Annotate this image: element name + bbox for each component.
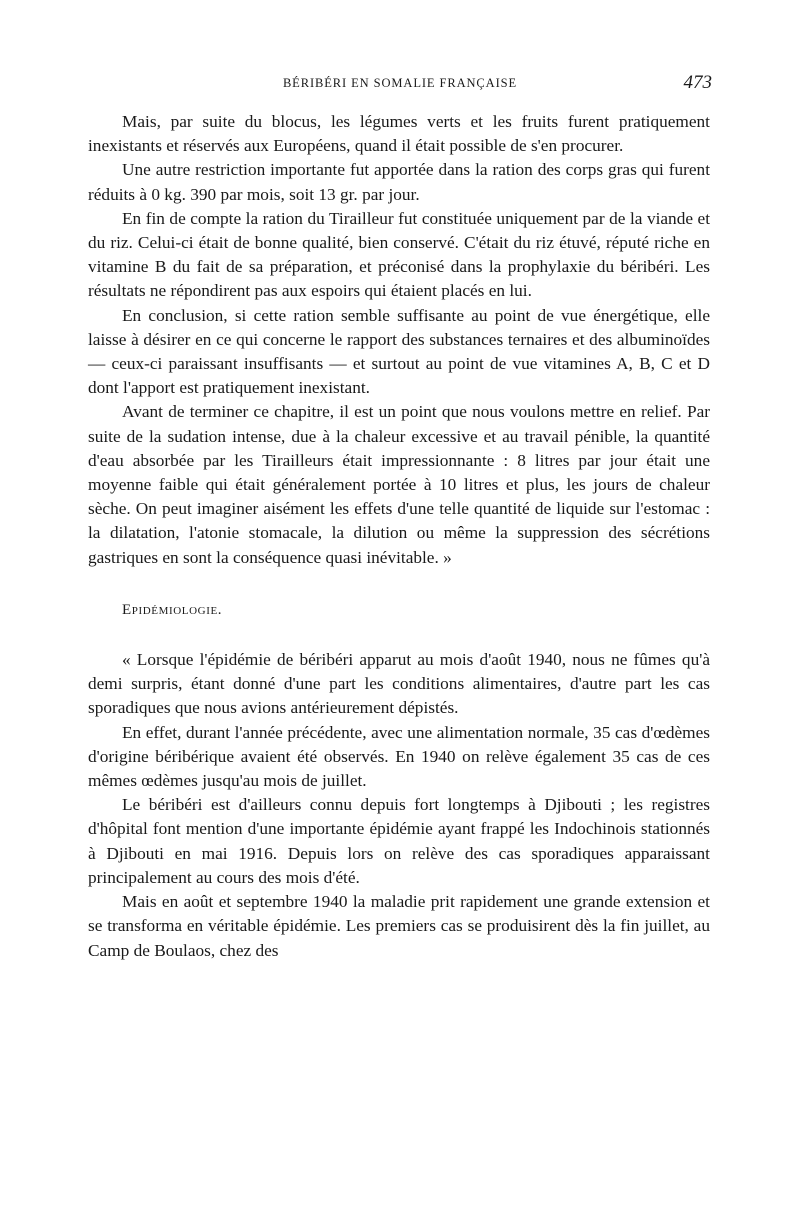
body-text	[88, 110, 710, 963]
paragraph-sudation: Avant de terminer ce chapitre, il est un point que nous voulons mettre en relief. Par suite de la sudation intense, due à la chaleur excessive et au travail pénible, la quantité d'eau absorbée par les Tirailleurs était impressionnante : 8 litres par jour était une moyenne faible qui était généralement portée à 10 litres et plus, les jours de chaleur sèche. On peut imaginer aisément les effets d'une telle quantité de liquide sur l'estomac : la dilatation, l'atonie stomacale, la dilution ou même la suppression des sécrétions gastriques en sont la conséquence quasi inévitable. »	[88, 402, 710, 567]
paragraph-blocus: Mais, par suite du blocus, les légumes verts et les fruits furent pratiquement inexistants et réservés aux Européens, quand il était possible de s'en procurer.	[88, 112, 710, 156]
running-head	[88, 72, 712, 96]
page-number: 473	[683, 72, 712, 93]
paragraph-ration-riz: En fin de compte la ration du Tirailleur fut constituée uniquement par de la viande et du riz. Celui-ci était de bonne qualité, bien conservé. C'était du riz étuvé, réputé riche en vitamine B du fait de sa préparation, et préconisé dans la prophylaxie du béribéri. Les résultats ne répondirent pas aux espoirs qui étaient placés en lui.	[88, 208, 710, 301]
running-title: BÉRIBÉRI EN SOMALIE FRANÇAISE	[282, 76, 518, 90]
paragraph-annee-precedente: En effet, durant l'année précédente, avec une alimentation normale, 35 cas d'œdèmes d'origine béribérique avaient été observés. En 1940 on relève également 35 cas de ces mêmes œdèmes jusqu'au mois de juillet.	[88, 722, 710, 791]
paragraph-corps-gras: Une autre restriction importante fut apportée dans la ration des corps gras qui furent réduits à 0 kg. 390 par mois, soit 13 gr. par jour.	[88, 160, 710, 204]
paragraph-conclusion: En conclusion, si cette ration semble suffisante au point de vue énergétique, elle laisse à désirer en ce qui concerne le rapport des substances ternaires et des albuminoïdes — ceux-ci paraissant insuffisants — et surtout au point de vue vitamines A, B, C et D dont l'apport est pratiquement inexistant.	[88, 305, 710, 398]
paragraph-extension: Mais en août et septembre 1940 la maladie prit rapidement une grande extension et se transforma en véritable épidémie. Les premiers cas se produisirent dès la fin juillet, au Camp de Boulaos, chez des	[88, 892, 710, 960]
paragraph-djibouti-1916: Le béribéri est d'ailleurs connu depuis fort longtemps à Djibouti ; les registres d'hôpital font mention d'une importante épidémie ayant frappé les Indochinois stationnés à Djibouti en mai 1916. Depuis lors on relève des cas sporadiques apparaissant principalement au cours des mois d'été.	[88, 795, 710, 887]
section-heading-epidemiologie: Epidémiologie.	[122, 601, 223, 618]
paragraph-epidemie-aout: « Lorsque l'épidémie de béribéri apparut au mois d'août 1940, nous ne fûmes qu'à demi surpris, étant donné d'une part les conditions alimentaires, d'autre part les cas sporadiques que nous avions antérieurement dépistés.	[88, 650, 710, 718]
